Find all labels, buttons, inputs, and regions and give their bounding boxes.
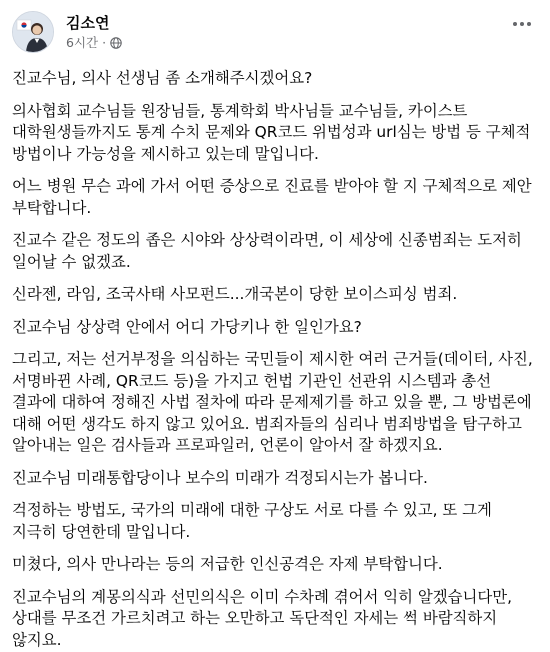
profile-photo <box>13 12 53 52</box>
post-paragraph: 미쳤다, 의사 만나라는 등의 저급한 인신공격은 자제 부탁합니다. <box>12 555 443 573</box>
separator: · <box>102 34 107 50</box>
post-paragraph: 진교수님, 의사 선생님 좀 소개해주시겠어요? <box>12 69 313 87</box>
post-body <box>12 68 538 651</box>
author-name[interactable]: 김소연 <box>66 13 110 32</box>
post-paragraph: 진교수님의 계몽의식과 선민의식은 이미 수차례 겪어서 익히 알겠습니다만, 상대를 무조건 가르치려고 하는 오만하고 독단적인 자세는 썩 바람직하지 않지요. <box>12 587 513 649</box>
post-paragraph: 그리고, 저는 선거부정을 의심하는 국민들이 제시한 여러 근거들(데이터, 사진, 서명바뀐 사례, QR코드 등)을 가지고 헌법 기관인 선관위 시스템과 총선 결과에 대하여 정해진 사법 절차에 따라 문제제기를 하고 있을 뿐, 그 방법론에 대해 어떤 생각도 하지 않고 있어요. 범죄자들의 심리나 범죄방법을 탐구하고 알아내는 일은 검사들과 프로파일러, 언론이 알아서 잘 하겠지요. <box>12 350 533 454</box>
more-options-icon <box>512 21 532 27</box>
post-header <box>12 6 538 58</box>
post-meta <box>66 14 122 51</box>
post-paragraph: 어느 병원 무슨 과에 가서 어떤 증상으로 진료를 받아야 할 지 구체적으로 제안 부탁합니다. <box>12 177 532 217</box>
post-paragraph: 신라젠, 라임, 조국사태 사모펀드...개국본이 당한 보이스피싱 범죄. <box>12 285 458 303</box>
more-options-button[interactable] <box>504 10 540 38</box>
globe-icon[interactable] <box>110 37 122 49</box>
post-paragraph: 진교수님 미래통합당이나 보수의 미래가 걱정되시는가 봅니다. <box>12 468 428 487</box>
post-paragraph: 진교수 같은 정도의 좁은 시야와 상상력이라면, 이 세상에 신종범죄는 도저히 일어날 수 없겠죠. <box>12 231 522 271</box>
post-subline <box>66 35 122 51</box>
post-paragraph: 의사협회 교수님들 원장님들, 통계학회 박사님들 교수님들, 카이스트 대학원생들까지도 통계 수치 문제와 QR코드 위법성과 url심는 방법 등 구체적 방법이나 가능성을 제시하고 있는데 말입니다. <box>12 101 531 163</box>
post-timestamp[interactable]: 6시간 <box>66 34 99 50</box>
avatar[interactable] <box>12 11 54 53</box>
post-paragraph: 진교수님 상상력 안에서 어디 가당키나 한 일인가요? <box>12 317 362 336</box>
post-paragraph: 걱정하는 방법도, 국가의 미래에 대한 구상도 서로 다를 수 있고, 또 그게 지극히 당연한데 말입니다. <box>12 501 492 541</box>
